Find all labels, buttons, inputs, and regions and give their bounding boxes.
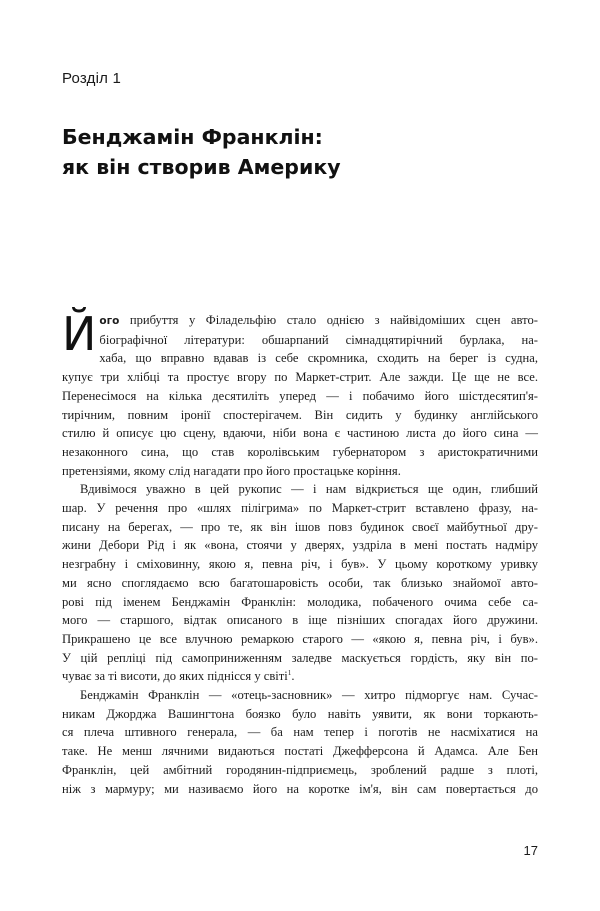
text-line: Бенджамін Франклін — «отець-засновник» — хитро підморгує нам. Сучас- <box>80 688 538 703</box>
text-line <box>99 311 538 331</box>
text-line: Вдивімося уважно в цей рукопис — і нам відкриється ще один, глибший <box>80 482 538 497</box>
first-line-rest: прибуття у Філадельфію стало однією з найвідоміших сцен авто- <box>119 313 538 327</box>
text-line <box>62 667 538 686</box>
text-line: тирічним, повним іронії спостерігачем. Він сидить у будинку англійського <box>62 407 538 422</box>
text-line: таке. Не менш лячними видаються постаті Джефферсона й Адамса. Але Бен <box>62 744 538 759</box>
footnote-marker[interactable]: 1 <box>287 669 292 678</box>
text-line: писану на берегах, — про те, як він ішов повз будинок своєї майбутньої дру- <box>62 519 538 534</box>
text-line: незаконного сина, що став королівським губернатором з аристократичними <box>62 444 538 459</box>
paragraph-1 <box>62 307 538 480</box>
text-line: шар. У речення про «шлях пілігрима» по Маркет-стрит вставлено фразу, на- <box>62 501 538 516</box>
text-line: ся плеча штивного генерала, — ба нам тепер і поготів не насміхатися на <box>62 725 538 740</box>
text-line: никам Джорджа Вашингтона боязко було навіть уявити, як вони торкають- <box>62 706 538 721</box>
chapter-title <box>62 122 542 182</box>
text-line: біографічної літератури: обшарпаний сімнадцятирічний бурлака, на- <box>99 332 538 347</box>
text-line: ми ясно споглядаємо всю багатошаровість особи, так близько знайомої авто- <box>62 575 538 590</box>
text-line: жини Дебори Рід і як «вона, стоячи у дверях, уздріла в мені постать надміру <box>62 538 538 553</box>
text-line: мого — старшого, відтак описаного в іще пізніших спогадах його дружини. <box>62 613 538 628</box>
text-line: претензіями, якому слід нагадати про його простацьке коріння. <box>62 463 401 478</box>
drop-cap-block <box>62 307 538 368</box>
chapter-body <box>62 307 538 798</box>
text-line: незграбну і сміховинну, якою я, певна річ, і був». У цьому короткому уривку <box>62 557 538 572</box>
page-number: 17 <box>523 843 538 858</box>
text-line: Франклін, цей амбітний городянин-підприємець, зроблений радше з плоті, <box>62 762 538 777</box>
text-line: купує три хлібці та простує вгору по Маркет-стрит. Але зажди. Це ще не все. <box>62 370 538 385</box>
paragraph-2 <box>62 480 538 686</box>
text-segment: чуває за ті висоти, до яких піднісся у світі <box>62 669 288 684</box>
text-line: Прикрашено це все влучною ремаркою старого — «якою я, певна річ, і був». <box>62 631 538 646</box>
text-line: ніж з мармуру; ми називаємо його на коротке ім'я, він сам повертається до <box>62 781 538 796</box>
chapter-title-line: Бенджамін Франклін: <box>62 125 323 149</box>
text-segment: . <box>291 669 295 684</box>
chapter-title-line: як він створив Америку <box>62 155 341 179</box>
drop-cap-lines <box>99 311 538 368</box>
text-line: рові під іменем Бенджамін Франклін: молодика, побаченого очима себе са- <box>62 594 538 609</box>
text-line: Перенесімося на кілька десятиліть уперед — і побачимо його шістдесятип'я- <box>62 388 538 403</box>
drop-cap: Й <box>62 307 97 361</box>
text-line: У цій репліці під самоприниженням заледве маскується гордість, яку він по- <box>62 650 538 665</box>
text-line: стилю й описує цю сцену, вдаючи, ніби вона є частиною листа до його сина — <box>62 426 538 441</box>
lead-word: ого <box>99 315 120 327</box>
chapter-label: Розділ 1 <box>62 70 122 87</box>
paragraph-3 <box>62 686 538 798</box>
text-line: хаба, що вправно вдавав із себе скромника, сходить на берег із судна, <box>99 351 538 366</box>
